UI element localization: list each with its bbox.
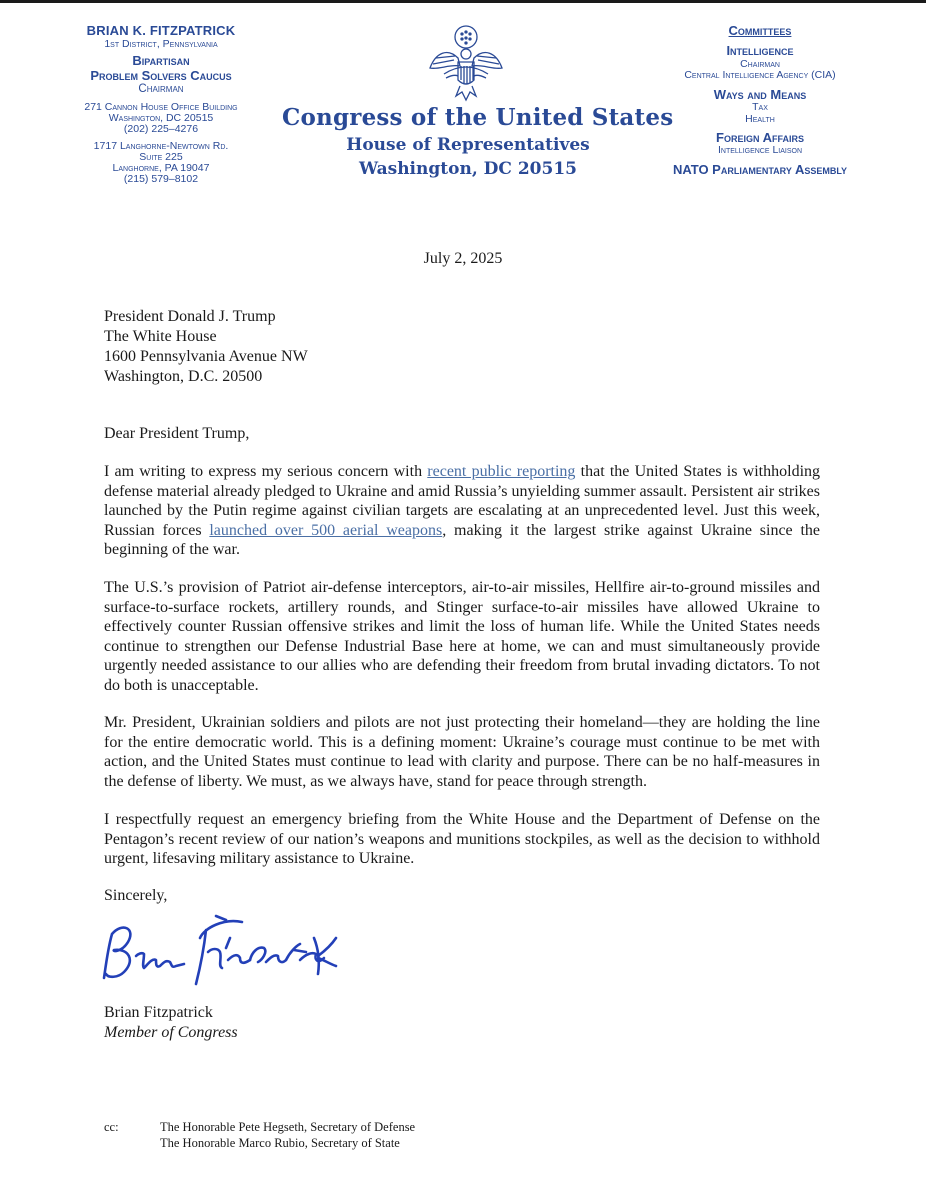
district-office-line-2: Suite 225: [139, 151, 183, 164]
letter-date: July 2, 2025: [423, 250, 503, 267]
committee-ways-means: Ways and Means: [713, 86, 807, 102]
paragraph-1-text-a: I am writing to express my serious concern with: [104, 463, 428, 480]
top-border-line: [0, 0, 926, 3]
house-title: House of Representatives: [346, 135, 590, 155]
aerial-weapons-link[interactable]: launched over 500 aerial weapons: [209, 521, 443, 539]
closing: Sincerely,: [104, 887, 168, 904]
committee-foreign-affairs: Foreign Affairs: [716, 130, 804, 146]
district-office-phone: (215) 579–8102: [123, 173, 199, 186]
member-district: 1st District, Pennsylvania: [104, 37, 218, 50]
recent-public-reporting-link[interactable]: recent public reporting: [427, 463, 576, 480]
dc-office-line-1: 271 Cannon House Office Building: [84, 101, 238, 114]
recipient-line-2: The White House: [104, 328, 217, 345]
committee-intelligence-sub: Central Intelligence Agency (CIA): [684, 69, 836, 82]
paragraph-1-text-c: , making it the largest strike against Ukraine since the beginning of the war.: [104, 521, 821, 558]
caucus-role: Chairman: [138, 83, 184, 96]
caucus-line-1: Bipartisan: [132, 53, 190, 69]
dc-office-line-2: Washington, DC 20515: [108, 112, 214, 125]
cc-list: [160, 1120, 415, 1151]
paragraph-3: Mr. President, Ukrainian soldiers and pilots are not just protecting their homeland—they are holding the line for the entire democratic world. This is a defining moment: Ukraine’s courage must continue to be met with action, and the United States must continue to lead with clarity and purpose. There can be no half-measures in the defense of liberty. We must, as we always have, stand for peace through strength.: [104, 714, 820, 790]
committee-intelligence: Intelligence: [726, 43, 794, 59]
cc-item: The Honorable Marco Rubio, Secretary of State: [160, 1135, 400, 1150]
signer-title: Member of Congress: [104, 1024, 238, 1041]
paragraph-1: [104, 462, 820, 560]
great-seal-eagle-icon: [424, 24, 508, 106]
district-office-line-1: 1717 Langhorne-Newtown Rd.: [93, 140, 229, 153]
paragraph-2: The U.S.’s provision of Patriot air-defense interceptors, air-to-air missiles, Hellfire air-to-ground missiles and surface-to-surface rockets, artillery rounds, and Stinger surface-to-air missiles have allowed Ukraine to effectively counter Russian offensive strikes and limit the loss of human life. While the United States needs continue to strengthen our Defense Industrial Base here at home, we can and must simultaneously provide urgently needed assistance to our allies who are defending their freedom from brutal invading dictators. To not do both is unacceptable.: [104, 579, 820, 694]
cc-label: cc:: [104, 1120, 119, 1134]
recipient-address: [104, 307, 308, 387]
city-title: Washington, DC 20515: [359, 159, 577, 179]
congress-title: Congress of the United States: [282, 104, 674, 131]
handwritten-signature: [100, 908, 340, 990]
salutation: Dear President Trump,: [104, 425, 250, 442]
district-office-line-3: Langhorne, PA 19047: [112, 162, 210, 175]
committee-ways-means-sub-1: Tax: [752, 100, 768, 113]
district-office-address: [56, 141, 266, 185]
letterhead-congress-heading: [282, 104, 674, 179]
committee-foreign-affairs-sub: Intelligence Liaison: [717, 144, 803, 157]
committee-nato: NATO Parliamentary Assembly: [672, 161, 848, 177]
committee-intelligence-role: Chairman: [740, 57, 780, 70]
cc-item: The Honorable Pete Hegseth, Secretary of Defense: [160, 1120, 416, 1134]
member-name: BRIAN K. FITZPATRICK: [86, 23, 236, 38]
recipient-line-3: 1600 Pennsylvania Avenue NW: [104, 348, 308, 365]
dc-office-address: [56, 102, 266, 135]
recipient-line-1: President Donald J. Trump: [104, 308, 276, 325]
dc-office-phone: (202) 225–4276: [123, 123, 199, 136]
committee-ways-means-sub-2: Health: [745, 112, 775, 125]
paragraph-4: I respectfully request an emergency briefing from the White House and the Department of Defense on the Pentagon’s recent review of our nation’s weapons and munitions stockpiles, as well as the decision to withhold urgent, lifesaving military assistance to Ukraine.: [104, 811, 820, 867]
signer-block: [104, 1003, 238, 1043]
signer-name: Brian Fitzpatrick: [104, 1004, 213, 1021]
recipient-line-4: Washington, D.C. 20500: [104, 368, 263, 385]
paragraph-1-text-b: that the United States is withholding defense material already pledged to Ukraine and amid Russia’s unyielding summer assault. Persistent air strikes launched by the Putin regime against civilian targets are escalating at an unprecedented level. Just this week, Russian forces: [104, 463, 821, 539]
committees-heading: Committees: [728, 23, 792, 38]
letterhead-member-block: [56, 24, 266, 185]
caucus-line-2: Problem Solvers Caucus: [90, 67, 232, 83]
letterhead-committees-block: [630, 24, 890, 177]
